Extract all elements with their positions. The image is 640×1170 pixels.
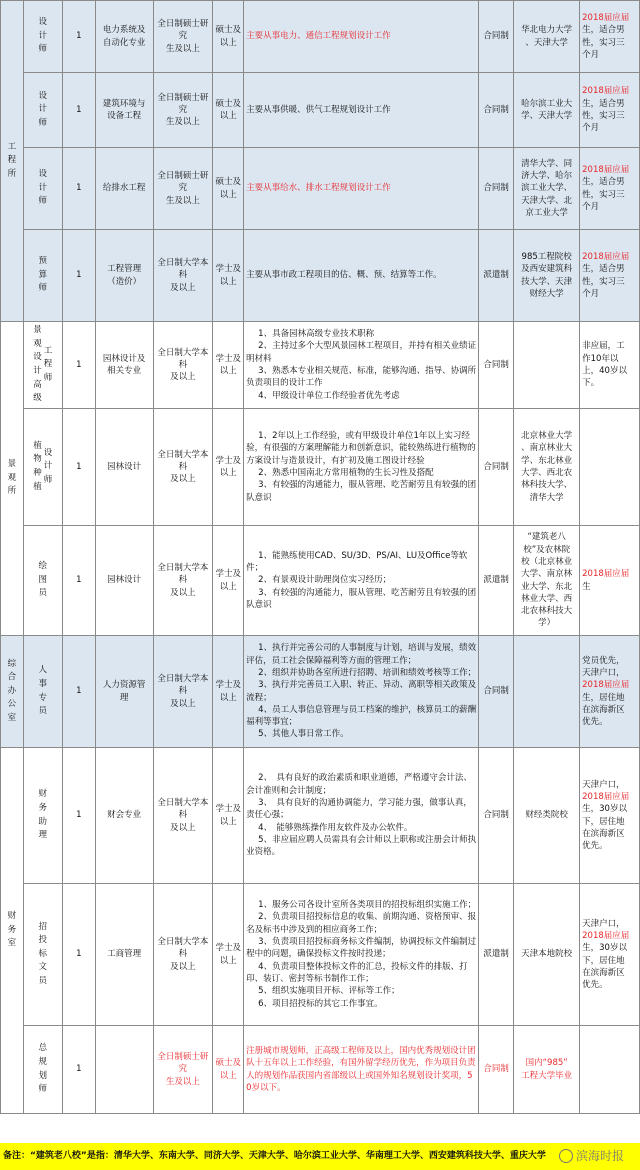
table-row — [1, 322, 640, 409]
requirements-cell: 天津户口， 2018届应届 生，30岁以 下，居住地 在滨海新区 优先。 — [580, 884, 640, 1026]
contract-cell: 派遣制 — [479, 526, 514, 636]
duty-cell: 1、能熟练使用CAD、SU/3D、PS/AI、LU及Office等软件； 2、有景观设计助理岗位实习经历； 3、有较强的沟通能力，服从管理、吃苦耐劳且有较强的团队意识 — [244, 526, 479, 636]
position-cell: 景 观 设 计 高 级 工 程 师 — [23, 322, 62, 409]
major-cell: 电力系统及 自动化专业 — [95, 1, 153, 73]
degree-cell: 硕士及 以上 — [213, 1026, 244, 1114]
position-cell: 设 计 师 — [23, 73, 62, 148]
major-cell: 园林设计及 相关专业 — [95, 322, 153, 409]
department-cell: 景 观 所 — [1, 322, 24, 636]
major-cell: 人力资源管 理 — [95, 636, 153, 748]
duty-cell: 注册城市规划师，正高级工程师及以上，国内优秀规划设计团队十五年以上工作经验，有国外留学经历优先，作为项目负责人的规划作品获国内省部级以上或国外知名规划设计奖项，50岁以下。 — [244, 1026, 479, 1114]
headcount-cell: 1 — [62, 148, 95, 230]
table-row — [1, 73, 640, 148]
school-cell: 财经类院校 — [514, 748, 580, 884]
major-cell: 财会专业 — [95, 748, 153, 884]
department-cell: 工 程 所 — [1, 1, 24, 322]
requirements-cell — [580, 1026, 640, 1114]
duty-cell: 1、服务公司各设计室所各类项目的招投标组织实施工作； 2、负责项目招投标信息的收集、前期沟通、资格预审、报名及标书中涉及到的相应商务工作； 3、负责项目招投标商务标文件编制，协调投标文件编制过程中的问题，确保投标文件按时投递； 4、负责项目整体投标文件的汇总，投标文件的排版、打印、装订、密封等标书制作工作； 5、组织实施项目开标、评标等工作； 6、项目招投标的其它工作事宜。 — [244, 884, 479, 1026]
position-cell: 人 事 专 员 — [23, 636, 62, 748]
requirements-cell: 2018届应届 生，适合男 性，实习三 个月 — [580, 1, 640, 73]
school-cell: 国内“985” 工程大学毕业 — [514, 1026, 580, 1114]
watermark: 滨海时报 — [557, 1147, 626, 1164]
education-cell: 全日制硕士研究 生及以上 — [153, 148, 213, 230]
school-cell — [514, 636, 580, 748]
contract-cell: 派遣制 — [479, 230, 514, 322]
major-cell: 建筑环境与 设备工程 — [95, 73, 153, 148]
table-row — [1, 748, 640, 884]
major-cell: 园林设计 — [95, 526, 153, 636]
headcount-cell: 1 — [62, 636, 95, 748]
duty-cell: 主要从事市政工程项目的估、概、预、结算等工作。 — [244, 230, 479, 322]
degree-cell: 学士及 以上 — [213, 526, 244, 636]
major-cell: 工商管理 — [95, 884, 153, 1026]
contract-cell: 合同制 — [479, 73, 514, 148]
duty-cell: 主要从事给水、排水工程规划设计工作 — [244, 148, 479, 230]
school-cell: 天津本地院校 — [514, 884, 580, 1026]
requirements-cell: 非应届，工 作10年以 上，40岁以 下。 — [580, 322, 640, 409]
education-cell: 全日制大学本科 及以上 — [153, 526, 213, 636]
major-cell: 给排水工程 — [95, 148, 153, 230]
position-cell: 预 算 师 — [23, 230, 62, 322]
duty-cell: 2、 具有良好的政治素质和职业道德，严格遵守会计法、会计准则和会计制度； 3、 具有良好的沟通协调能力，学习能力强，做事认真，责任心强； 4、 能够熟练操作用友软件及办公软件。 5、非应届应聘人员需具有会计师以上职称或注册会计师执业资格。 — [244, 748, 479, 884]
headcount-cell: 1 — [62, 1026, 95, 1114]
headcount-cell: 1 — [62, 884, 95, 1026]
degree-cell: 学士及 以上 — [213, 409, 244, 526]
requirements-cell: 2018届应届 生，适合男 性，实习三 个月 — [580, 73, 640, 148]
position-cell: 设 计 师 — [23, 148, 62, 230]
duty-cell: 主要从事电力、通信工程规划设计工作 — [244, 1, 479, 73]
headcount-cell: 1 — [62, 526, 95, 636]
degree-cell: 硕士及 以上 — [213, 148, 244, 230]
headcount-cell: 1 — [62, 748, 95, 884]
table-row — [1, 526, 640, 636]
headcount-cell: 1 — [62, 409, 95, 526]
requirements-cell: 天津户口， 2018届应届 生，30岁以 下，居住地 在滨海新区 优先。 — [580, 748, 640, 884]
education-cell: 全日制大学本科 及以上 — [153, 748, 213, 884]
position-cell: 招 投 标 文 员 — [23, 884, 62, 1026]
major-cell: 园林设计 — [95, 409, 153, 526]
table-row — [1, 1026, 640, 1114]
contract-cell: 合同制 — [479, 322, 514, 409]
education-cell: 全日制大学本科 及以上 — [153, 636, 213, 748]
requirements-cell: 2018届应届 生 — [580, 526, 640, 636]
requirements-cell: 2018届应届 生，适合男 性，实习三 个月 — [580, 148, 640, 230]
education-cell: 全日制大学本科 及以上 — [153, 230, 213, 322]
school-cell: 清华大学、同 济大学、哈尔 滨工业大学、 天津大学、北 京工业大学 — [514, 148, 580, 230]
education-cell: 全日制大学本科 及以上 — [153, 409, 213, 526]
duty-cell: 主要从事供暖、供气工程规划设计工作 — [244, 73, 479, 148]
school-cell: 华北电力大学 、天津大学 — [514, 1, 580, 73]
degree-cell: 学士及 以上 — [213, 884, 244, 1026]
table-row — [1, 409, 640, 526]
duty-cell: 1、具备园林高级专业技术职称 2、主持过多个大型风景园林工程项目，并持有相关业绩证明材料 3、熟悉本专业相关规范、标准，能够沟通、指导、协调所负责项目的设计工作 4、甲级设计单位工作经验者优先考虑 — [244, 322, 479, 409]
headcount-cell: 1 — [62, 230, 95, 322]
contract-cell: 合同制 — [479, 409, 514, 526]
position-cell: 总 规 划 师 — [23, 1026, 62, 1114]
position-cell: 财 务 助 理 — [23, 748, 62, 884]
headcount-cell: 1 — [62, 322, 95, 409]
education-cell: 全日制硕士研究 生及以上 — [153, 1, 213, 73]
contract-cell: 派遣制 — [479, 884, 514, 1026]
major-cell: 工程管理 （造价） — [95, 230, 153, 322]
school-cell: “建筑老八 校”及农林院 校（北京林业 大学、南京林 业大学、东北 林业大学、西 北农林科技大 学） — [514, 526, 580, 636]
position-cell: 绘 图 员 — [23, 526, 62, 636]
requirements-cell: 党员优先， 天津户口， 2018届应届 生，居住地 在滨海新区 优先。 — [580, 636, 640, 748]
duty-cell: 1、执行并完善公司的人事制度与计划，培训与发展，绩效评估，员工社会保障福利等方面的管理工作； 2、组织并协助各室所进行招聘、培训和绩效考核等工作； 3、执行并完善员工入职、转正、异动、离职等相关政策及流程； 4、员工人事信息管理与员工档案的维护，核算员工的薪酬福利等事宜； 5、其他人事日常工作。 — [244, 636, 479, 748]
table-row — [1, 230, 640, 322]
position-cell: 设 计 师 — [23, 1, 62, 73]
position-cell: 植 物 种 植 设 计 师 — [23, 409, 62, 526]
major-cell — [95, 1026, 153, 1114]
headcount-cell: 1 — [62, 73, 95, 148]
requirements-cell — [580, 409, 640, 526]
education-cell: 全日制硕士研究 生及以上 — [153, 73, 213, 148]
degree-cell: 硕士及 以上 — [213, 1, 244, 73]
department-cell: 综 合 办 公 室 — [1, 636, 24, 748]
education-cell: 全日制大学本科 及以上 — [153, 322, 213, 409]
table-row — [1, 1, 640, 73]
footnote: 备注：“建筑老八校”是指：清华大学、东南大学、同济大学、天津大学、哈尔滨工业大学、华南理工大学、西安建筑科技大学、重庆大学 — [0, 1143, 640, 1170]
department-cell: 财 务 室 — [1, 748, 24, 1114]
duty-cell: 1、2年以上工作经验，或有甲级设计单位1年以上实习经验，有很强的方案理解能力和创新意识，能较熟练进行植物的方案设计与造景设计，有扩初及施工图设计经验 2、熟悉中国南北方常用植物的生长习性及搭配 3、有较强的沟通能力，服从管理、吃苦耐劳且有较强的团队意识 — [244, 409, 479, 526]
contract-cell: 合同制 — [479, 636, 514, 748]
degree-cell: 学士及 以上 — [213, 322, 244, 409]
requirements-cell: 2018届应届 生，适合男 性，实习三 个月 — [580, 230, 640, 322]
education-cell: 全日制大学本科 及以上 — [153, 884, 213, 1026]
contract-cell: 合同制 — [479, 748, 514, 884]
degree-cell: 学士及 以上 — [213, 636, 244, 748]
school-cell: 哈尔滨工业大 学、天津大学 — [514, 73, 580, 148]
contract-cell: 合同制 — [479, 148, 514, 230]
table-row — [1, 636, 640, 748]
contract-cell: 合同制 — [479, 1, 514, 73]
school-cell — [514, 322, 580, 409]
table-row — [1, 148, 640, 230]
degree-cell: 学士及 以上 — [213, 230, 244, 322]
table-row — [1, 884, 640, 1026]
degree-cell: 学士及 以上 — [213, 748, 244, 884]
degree-cell: 硕士及 以上 — [213, 73, 244, 148]
contract-cell: 合同制 — [479, 1026, 514, 1114]
headcount-cell: 1 — [62, 1, 95, 73]
school-cell: 北京林业大学 、南京林业大 学、东北林业 大学、西北农 林科技大学、 清华大学 — [514, 409, 580, 526]
education-cell: 全日制硕士研究 生及以上 — [153, 1026, 213, 1114]
wechat-icon — [559, 1149, 573, 1163]
school-cell: 985工程院校 及西安建筑科 技大学、天津 财经大学 — [514, 230, 580, 322]
